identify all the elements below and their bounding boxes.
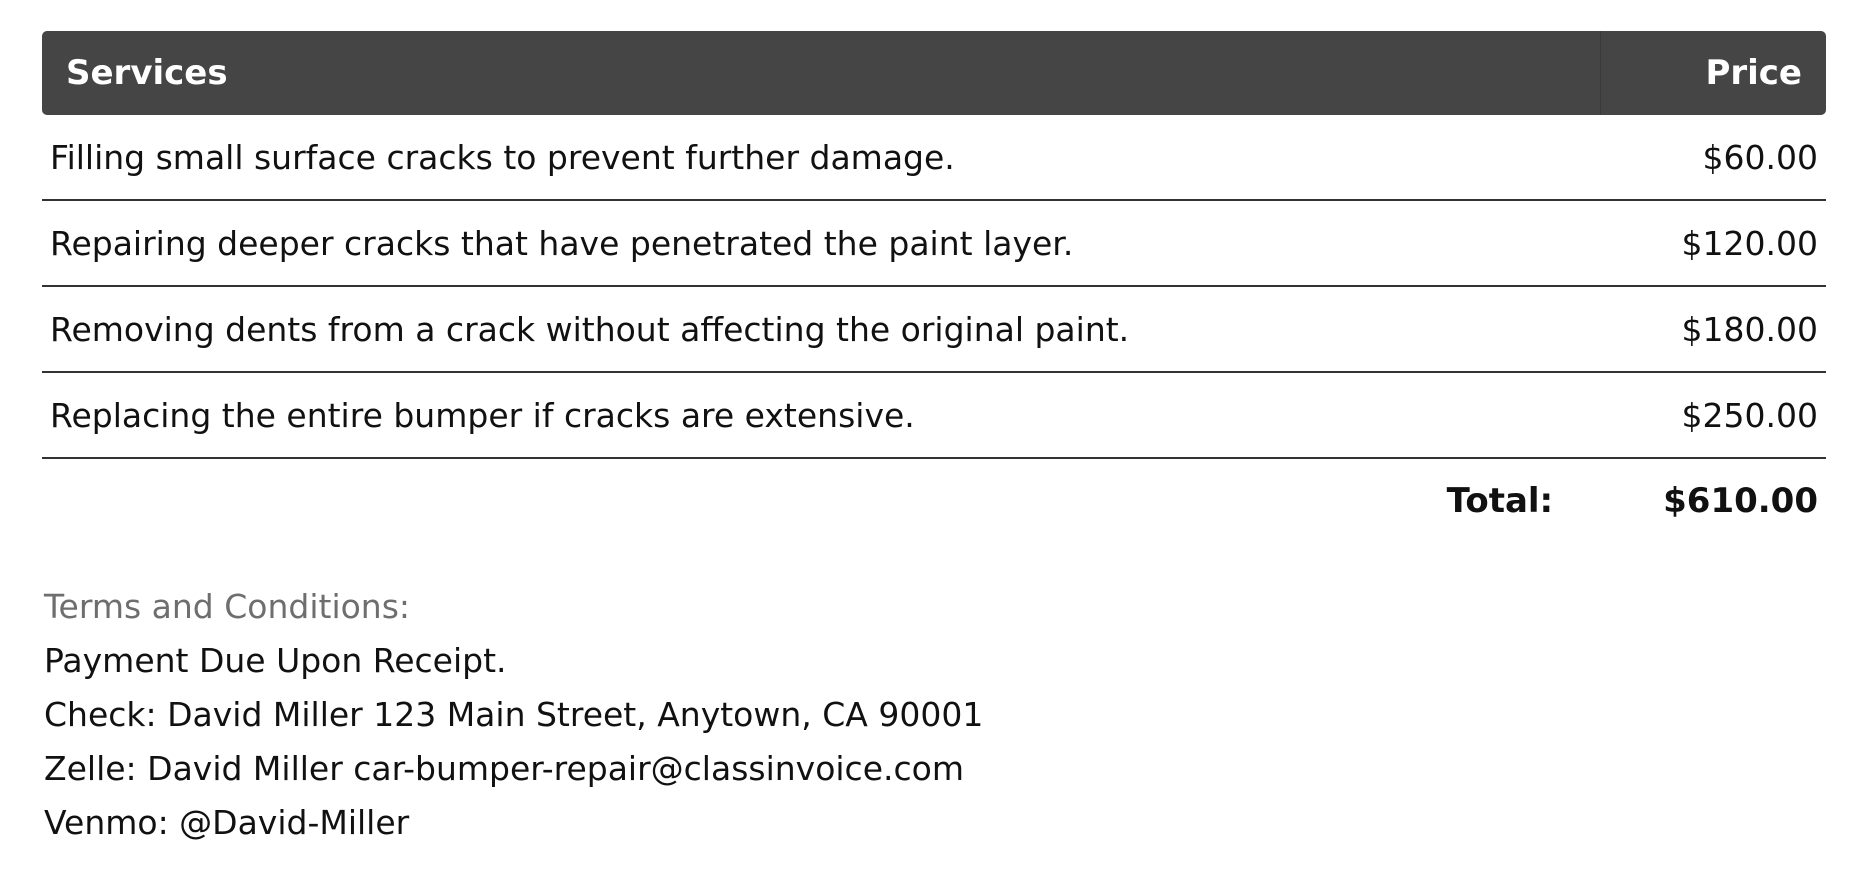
service-price: $250.00: [1681, 395, 1818, 435]
service-price: $180.00: [1681, 309, 1818, 349]
price-column-header: Price: [1705, 53, 1802, 93]
table-row: [42, 373, 1826, 459]
zelle-payment-line: Zelle: David Miller car-bumper-repair@classinvoice.com: [44, 749, 964, 788]
service-description: Repairing deeper cracks that have penetrated the paint layer.: [50, 223, 1074, 263]
services-column-header: Services: [42, 31, 1601, 115]
payment-due-line: Payment Due Upon Receipt.: [44, 641, 507, 680]
service-price: $120.00: [1681, 223, 1818, 263]
venmo-payment-line: Venmo: @David-Miller: [44, 803, 410, 842]
table-header: [42, 31, 1826, 115]
table-row: [42, 287, 1826, 373]
total-row: [42, 459, 1826, 543]
service-price: $60.00: [1702, 137, 1818, 177]
terms-heading: Terms and Conditions:: [44, 587, 411, 626]
service-description: Filling small surface cracks to prevent further damage.: [50, 137, 955, 177]
service-description: Removing dents from a crack without affecting the original paint.: [50, 309, 1130, 349]
check-payment-line: Check: David Miller 123 Main Street, Anytown, CA 90001: [44, 695, 984, 734]
services-table: [42, 31, 1826, 543]
service-description: Replacing the entire bumper if cracks are extensive.: [50, 395, 915, 435]
total-label: Total:: [1446, 481, 1554, 521]
table-row: [42, 201, 1826, 287]
table-row: [42, 115, 1826, 201]
terms-section: [44, 580, 983, 850]
total-amount: $610.00: [1663, 481, 1818, 521]
